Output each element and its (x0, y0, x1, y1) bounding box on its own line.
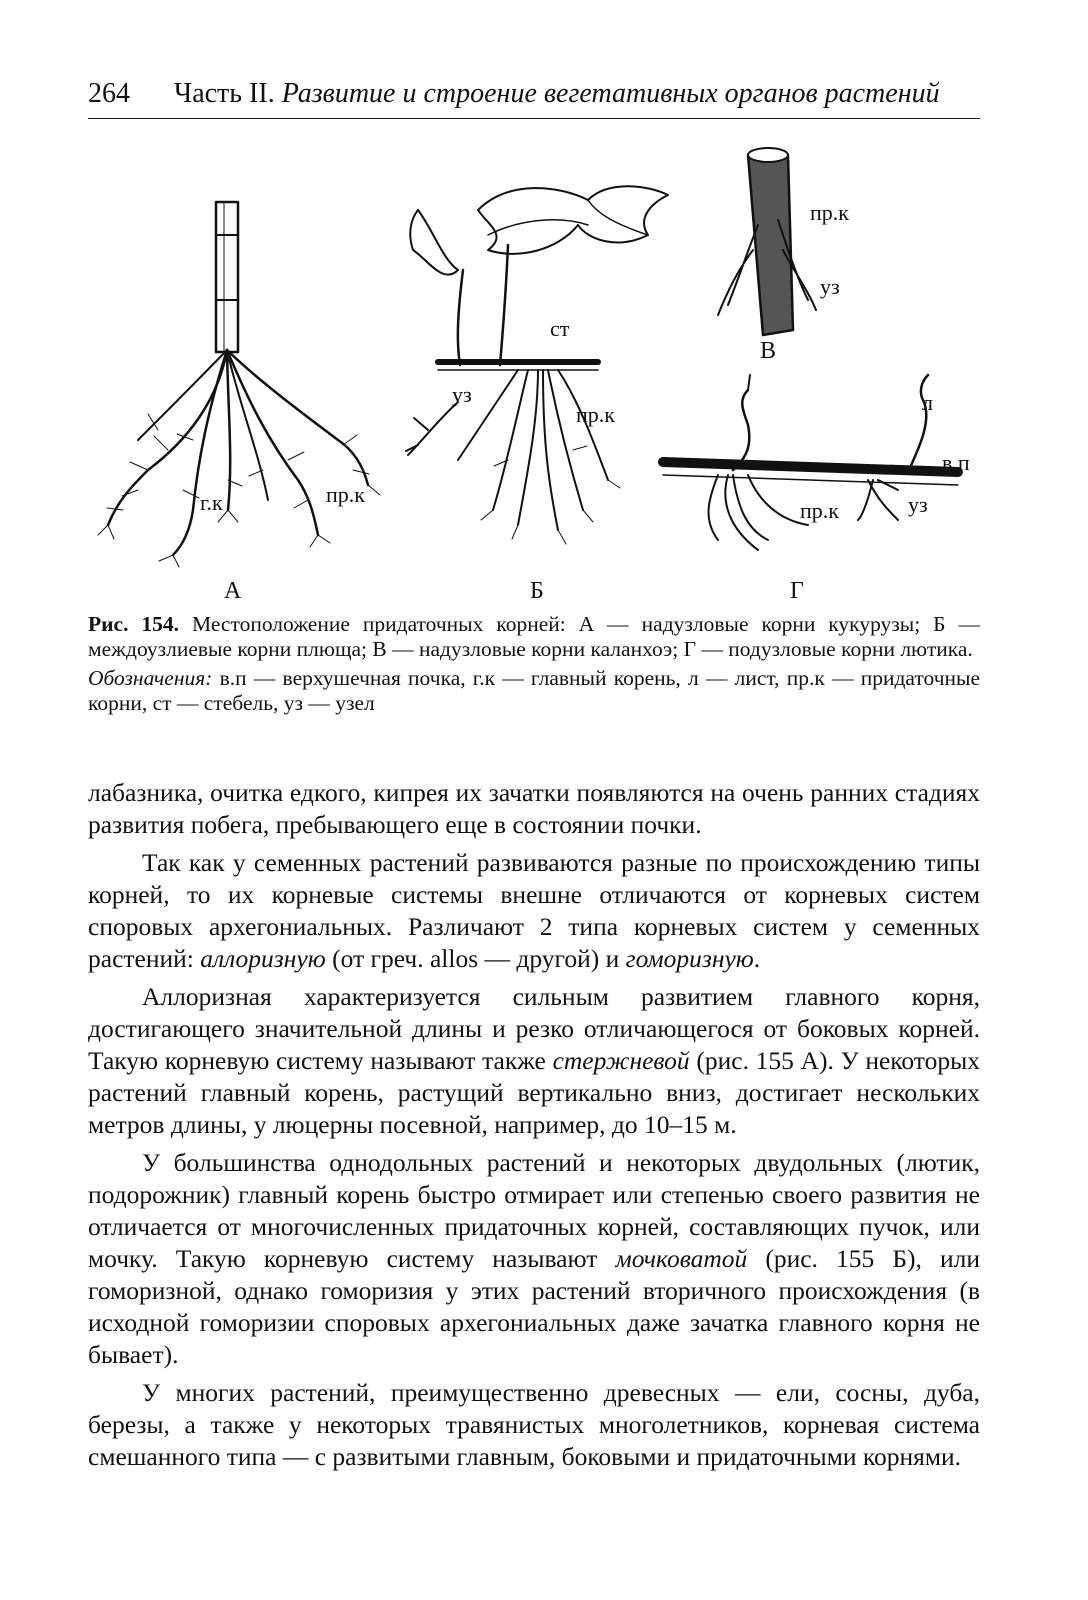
panel-b-label-prk: пр.к (576, 402, 615, 427)
paragraph-2-part-b: (от греч. allos — другой) и (325, 944, 626, 973)
paragraph-4-part-b: (рис. 155 Б), или гоморизной, однако гоморизия у этих растений вторичного происхождения (в исходной гоморизии споровых архегониальных даже зачатка главного корня не бывает). (88, 1244, 981, 1369)
caption-legend-title: Обозначения: (88, 666, 213, 690)
figure-illustration (88, 140, 980, 610)
header-part-label: Часть II. (174, 78, 275, 109)
paragraph-1: лабазника, очитка едкого, кипрея их зачатки появляются на очень ранних стадиях развития побега, пребывающего еще в состоянии почки. (88, 778, 980, 839)
panel-g-letter: Г (790, 578, 804, 604)
term-allorhizous: аллоризную (200, 944, 326, 973)
body-text (88, 777, 980, 1473)
panel-v-label-uz: уз (820, 274, 840, 299)
panel-b-label-st: ст (550, 316, 570, 341)
caption-legend-text: в.п — верхушечная почка, г.к — главный корень, л — лист, пр.к — придаточные корни, ст — стебель, уз — узел (88, 666, 980, 715)
paragraph-2 (88, 847, 980, 975)
panel-g-label-uz: уз (908, 492, 928, 517)
paragraph-2-part-a: Так как у семенных растений развиваются разные по происхождению типы корней, то их корневые системы внешне отличаются от корневых систем споровых архегониальных. Различают 2 типа корневых систем у семенных растений: (88, 848, 980, 973)
header-part-title: Развитие и строение вегетативных органов растений (281, 78, 940, 109)
caption-description: Местоположение придаточных корней: А — надузловые корни кукурузы; Б — междоузлиевые корни плюща; В — надузловые корни каланхоэ; Г — подузловые корни лютика. (88, 612, 980, 661)
paragraph-3-part-b: (рис. 155 А). У некоторых растений главный корень, растущий вертикально вниз, достигает нескольких метров длины, у люцерны посевной, например, до 10–15 м. (88, 1046, 980, 1139)
panel-g-label-prk: пр.к (800, 498, 839, 523)
panel-b-label-uz: уз (452, 382, 472, 407)
running-header (88, 74, 980, 119)
term-homorhizous: гоморизную (625, 944, 754, 973)
panel-v-drawing (718, 148, 816, 335)
panel-g-drawing (663, 375, 958, 550)
figure-number: Рис. 154. (88, 612, 180, 636)
paragraph-2-part-c: . (753, 944, 761, 973)
panel-b-drawing (406, 186, 668, 544)
panel-a-label-prk: пр.к (326, 482, 365, 507)
page-number: 264 (88, 78, 130, 109)
paragraph-4 (88, 1147, 980, 1371)
caption-description-para (88, 612, 980, 662)
paragraph-3 (88, 981, 980, 1141)
paragraph-3-part-a: Аллоризная характеризуется сильным развитием главного корня, достигающего значительной длины и резко отличающегося от боковых корней. Такую корневую систему называют также (88, 982, 980, 1075)
figure-154 (88, 140, 980, 610)
caption-legend-para (88, 666, 980, 716)
panel-b-letter: Б (530, 578, 544, 604)
panel-a-label-gk: г.к (200, 490, 223, 515)
term-taproot: стержневой (552, 1046, 690, 1075)
panel-a-drawing (98, 202, 380, 567)
figure-caption (88, 612, 980, 716)
panel-g-label-l: л (922, 390, 933, 415)
panel-v-letter: В (760, 338, 777, 364)
panel-g-label-vp: в.п (942, 450, 970, 475)
panel-a-letter: А (224, 578, 242, 604)
paragraph-4-part-a: У большинства однодольных растений и некоторых двудольных (лютик, подорожник) главный корень быстро отмирает или степенью своего развития не отличается от многочисленных придаточных корней, составляющих пучок, или мочку. Такую корневую систему называют (88, 1148, 980, 1273)
header-part (174, 78, 940, 110)
term-fibrous: мочковатой (615, 1244, 748, 1273)
paragraph-5: У многих растений, преимущественно древесных — ели, сосны, дуба, березы, а также у некоторых травянистых многолетников, корневая система смешанного типа — с развитыми главным, боковыми и придаточными корнями. (88, 1378, 980, 1471)
panel-v-label-prk: пр.к (810, 200, 849, 225)
